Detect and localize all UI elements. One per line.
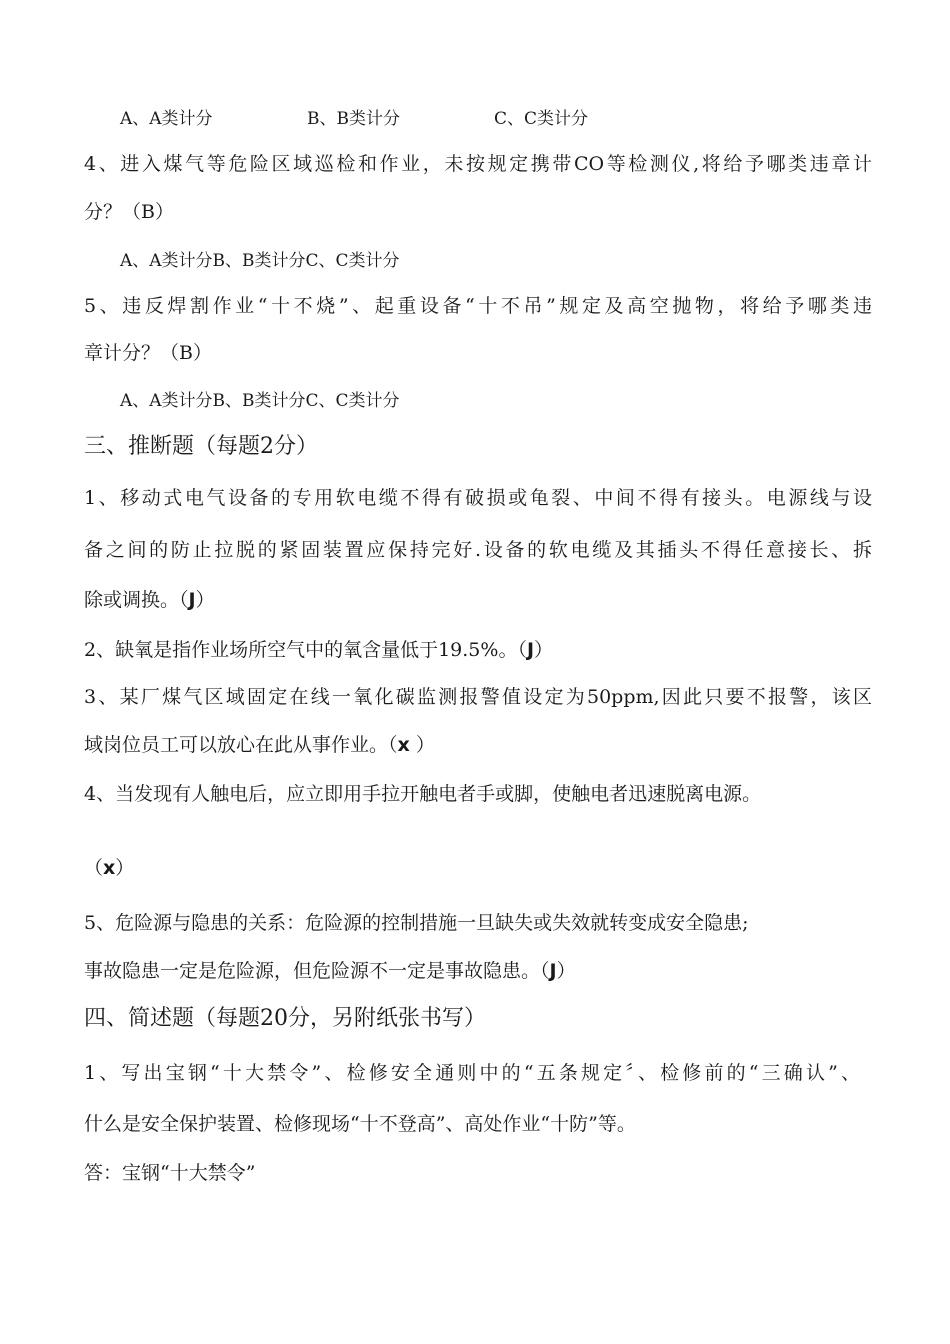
s3-item2-answer-mark: J: [526, 639, 535, 661]
s3-item1-line3: [84, 587, 215, 613]
q3-option-b: B、B类计分: [307, 109, 400, 129]
s3-item1-line2: 备之间的防止拉脱的紧固装置应保持完好.设备的软电缆及其插头不得任意接长、拆: [84, 539, 872, 561]
s3-item5-line1: 5、危险源与隐患的关系：危险源的控制措施一旦缺失或失效就转变成安全隐患;: [84, 912, 749, 934]
s3-item2-line1: [84, 637, 553, 663]
q3-option-a: A、A类计分: [120, 109, 213, 129]
q4-question-line2: 分？（B）: [84, 201, 174, 223]
q5-options: A、A类计分B、B类计分C、C类计分: [120, 391, 400, 411]
s3-item3-line1: 3、某厂煤气区域固定在线一氧化碳监测报警值设定为50ppm,因此只要不报警，该区: [84, 686, 872, 708]
s4-q1-answer: 答：宝钢“十大禁令”: [84, 1162, 256, 1184]
s3-item3-answer-mark: x: [397, 734, 410, 756]
s3-item5-line2: [84, 958, 576, 984]
s3-item4-line1: 4、当发现有人触电后，应立即用手拉开触电者手或脚，使触电者迅速脱离电源。: [84, 783, 762, 805]
s3-item4-answer-mark: x: [103, 857, 116, 879]
s3-item1-line3-text: 除或调换。（: [84, 589, 189, 611]
s3-item2-text: 2、缺氧是指作业场所空气中的氧含量低于19.5%。（: [84, 639, 527, 661]
s3-item3-close-paren: ）: [409, 734, 435, 756]
s3-item4-line2: [84, 855, 134, 881]
s4-q1-line1: 1、写出宝钢“十大禁令”、检修安全通则中的“五条规定〞、检修前的“三确认”、: [84, 1062, 860, 1084]
s4-q1-line2: 什么是安全保护装置、检修现场“十不登高”、高处作业“十防”等。: [84, 1113, 636, 1135]
s3-item1-line1: 1、移动式电气设备的专用软电缆不得有破损或龟裂、中间不得有接头。电源线与设: [84, 487, 872, 509]
q5-question-line2: 章计分？（B）: [84, 342, 212, 364]
s3-item1-answer-mark: J: [188, 589, 196, 611]
q3-option-c: C、C类计分: [494, 109, 589, 129]
s3-item5-answer-mark: J: [549, 960, 557, 982]
section3-heading: 三、推断题（每题2分）: [84, 434, 318, 459]
section4-heading: 四、简述题（每题20分，另附纸张书写）: [84, 1006, 486, 1031]
s3-item3-line2: [84, 732, 435, 758]
s3-item5-line2-text: 事故隐患一定是危险源，但危险源不一定是事故隐患。（: [84, 960, 550, 982]
s3-item4-open-paren: （: [84, 857, 104, 879]
q4-question-line1: 4、进入煤气等危险区域巡检和作业，未按规定携带CO等检测仪,将给予哪类违章计: [84, 153, 872, 175]
s3-item1-close-paren: ）: [195, 589, 215, 611]
s3-item4-close-paren: ）: [115, 857, 135, 879]
q5-question-line1: 5、违反焊割作业“十不烧”、起重设备“十不吊”规定及高空抛物，将给予哪类违: [84, 295, 872, 317]
q4-options: A、A类计分B、B类计分C、C类计分: [120, 251, 400, 271]
s3-item2-close-paren: ）: [534, 639, 554, 661]
s3-item5-close-paren: ）: [556, 960, 576, 982]
s3-item3-line2-text: 域岗位员工可以放心在此从事作业。（: [84, 734, 398, 756]
